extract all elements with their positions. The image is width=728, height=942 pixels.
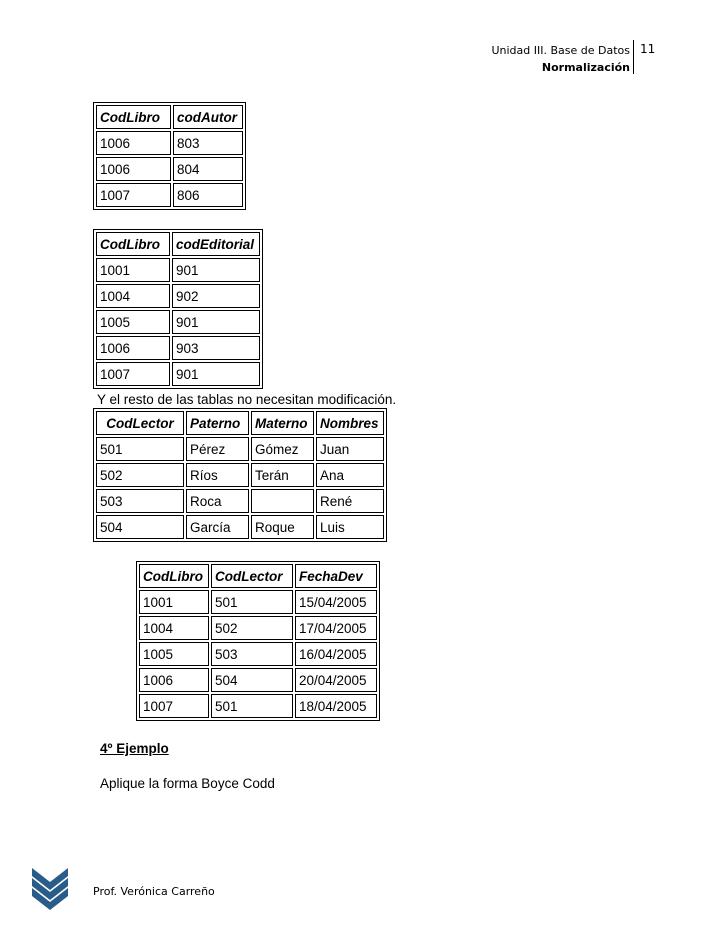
table-cell: Gómez	[251, 437, 314, 461]
table-cell: 1006	[96, 131, 171, 155]
table-cell: 503	[211, 642, 293, 666]
table-row	[96, 336, 260, 360]
table-cell: 17/04/2005	[295, 616, 377, 640]
column-header: Paterno	[186, 411, 249, 435]
column-header: codEditorial	[172, 232, 260, 256]
table-cell: 903	[172, 336, 260, 360]
table-row	[139, 694, 377, 718]
table-cell: 1004	[96, 284, 170, 308]
table-libro-autor	[93, 102, 246, 210]
table-header-row	[96, 105, 243, 129]
table-cell: 15/04/2005	[295, 590, 377, 614]
table-cell: 1004	[139, 616, 209, 640]
table-cell: 1007	[96, 183, 171, 207]
column-header: Nombres	[316, 411, 384, 435]
table-cell: 902	[172, 284, 260, 308]
table-cell: 501	[211, 694, 293, 718]
table-cell: 1006	[139, 668, 209, 692]
table-cell: 501	[211, 590, 293, 614]
table-cell: 1006	[96, 336, 170, 360]
table-cell: 1001	[139, 590, 209, 614]
example-text: Aplique la forma Boyce Codd	[100, 776, 275, 791]
table-cell: 1007	[96, 362, 170, 386]
table-row	[96, 515, 384, 539]
table-cell: 502	[211, 616, 293, 640]
table-header-row	[139, 564, 377, 588]
table-row	[96, 489, 384, 513]
table-lector	[93, 408, 387, 542]
table-row	[139, 616, 377, 640]
table-cell: 1005	[96, 310, 170, 334]
table-cell: 16/04/2005	[295, 642, 377, 666]
table-cell: Roque	[251, 515, 314, 539]
table-cell: Ana	[316, 463, 384, 487]
table-cell: 504	[211, 668, 293, 692]
column-header: CodLibro	[96, 232, 170, 256]
note-text: Y el resto de las tablas no necesitan modificación.	[97, 392, 397, 407]
table-cell: 501	[96, 437, 184, 461]
table-cell: 901	[172, 258, 260, 282]
page-number: 11	[640, 42, 656, 56]
table-prestamo	[136, 561, 380, 721]
table-cell: 503	[96, 489, 184, 513]
table-cell: Terán	[251, 463, 314, 487]
table-cell: 803	[173, 131, 243, 155]
table-cell: 1005	[139, 642, 209, 666]
table-row	[96, 463, 384, 487]
table-cell: 502	[96, 463, 184, 487]
table-cell: 1006	[96, 157, 171, 181]
table-cell: García	[186, 515, 249, 539]
table-row	[96, 131, 243, 155]
table-row	[96, 258, 260, 282]
table-cell: 901	[172, 310, 260, 334]
table-row	[96, 183, 243, 207]
example-title: 4º Ejemplo	[100, 741, 169, 756]
chevron-logo-icon	[30, 866, 70, 912]
table-cell: Juan	[316, 437, 384, 461]
table-cell: 18/04/2005	[295, 694, 377, 718]
column-header: CodLibro	[96, 105, 171, 129]
table-cell: 20/04/2005	[295, 668, 377, 692]
table-row	[96, 362, 260, 386]
column-header: FechaDev	[295, 564, 377, 588]
table-header-row	[96, 411, 384, 435]
header-title: Unidad III. Base de Datos	[491, 44, 630, 57]
table-cell: 1001	[96, 258, 170, 282]
table-cell: Ríos	[186, 463, 249, 487]
table-cell: 804	[173, 157, 243, 181]
column-header: CodLector	[96, 411, 184, 435]
table-libro-editorial	[93, 229, 263, 389]
column-header: CodLector	[211, 564, 293, 588]
table-cell: Roca	[186, 489, 249, 513]
table-row	[96, 284, 260, 308]
table-cell: 806	[173, 183, 243, 207]
footer-author: Prof. Verónica Carreño	[93, 885, 215, 898]
table-cell: René	[316, 489, 384, 513]
column-header: codAutor	[173, 105, 243, 129]
column-header: Materno	[251, 411, 314, 435]
table-cell: 901	[172, 362, 260, 386]
table-header-row	[96, 232, 260, 256]
table-row	[96, 310, 260, 334]
table-row	[139, 642, 377, 666]
header-divider	[633, 40, 634, 74]
table-row	[96, 437, 384, 461]
table-cell	[251, 489, 314, 513]
table-cell: Luis	[316, 515, 384, 539]
table-row	[139, 668, 377, 692]
header-subtitle: Normalización	[541, 61, 630, 74]
table-row	[96, 157, 243, 181]
page-header	[470, 42, 630, 76]
table-row	[139, 590, 377, 614]
table-cell: 1007	[139, 694, 209, 718]
column-header: CodLibro	[139, 564, 209, 588]
table-cell: Pérez	[186, 437, 249, 461]
table-cell: 504	[96, 515, 184, 539]
